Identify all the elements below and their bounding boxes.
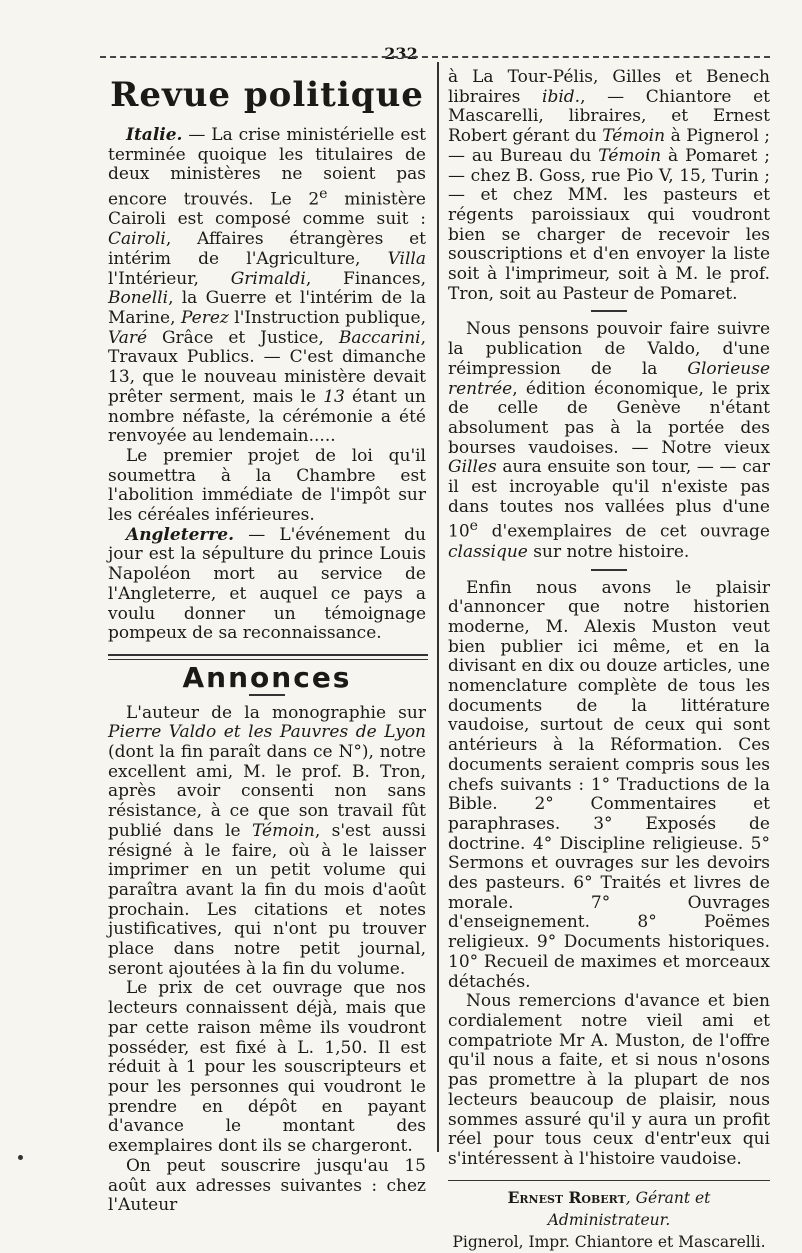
paragraph-reimpression: Nous pensons pouvoir faire suivre la publication de Valdo, d'une réimpression de la Glorieuse rentrée, édition économique, le prix de celle de Genève n'étant absolument pas à la portée des bourses vaudoises. — Notre vieux Gilles aura ensuite son tour, — — car il est incroyable qu'il n'existe pas dans toutes nos vallées plus d'une 10e d'exemplaires de cet ouvrage classique sur notre histoire. <box>448 319 770 562</box>
paragraph-angleterre: Angleterre. — L'événement du jour est la sépulture du prince Louis Napoléon mort au service de l'Angleterre, et auquel ce pays a voulu donner un témoignage pompeux de sa reconnaissance. <box>108 524 426 644</box>
right-column <box>448 68 770 1253</box>
paragraph-souscrire: On peut souscrire jusqu'au 15 août aux adresses suivantes : chez l'Auteur <box>108 1155 426 1216</box>
footer-divider <box>448 1180 770 1181</box>
footer-printer: Pignerol, Impr. Chiantore et Mascarelli. <box>452 1232 766 1251</box>
top-rule <box>100 56 770 58</box>
left-column <box>108 68 426 1216</box>
page-number: 232 <box>384 44 418 63</box>
paragraph-muston: Enfin nous avons le plaisir d'annoncer que notre historien moderne, M. Alexis Muston veut bien publier ici même, et en la divisant en dix ou douze articles, une nomenclature complète de tous les documents de la littérature vaudoise, surtout de ceux qui sont antérieurs à la Réformation. Ces documents seraient compris sous les chefs suivants : 1° Traductions de la Bible. 2° Commentaires et paraphrases. 3° Exposés de doctrine. 4° Discipline religieuse. 5° Sermons et ouvrages sur les devoirs des pasteurs. 6° Traités et livres de morale. 7° Ouvrages d'enseignement. 8° Poëmes religieux. 9° Documents historiques. 10° Recueil de maximes et morceaux détachés. <box>448 577 770 992</box>
short-divider <box>591 310 627 312</box>
short-divider <box>591 569 627 571</box>
paragraph-monographie: L'auteur de la monographie sur Pierre Valdo et les Pauvres de Lyon (dont la fin paraît dans ce N°), notre excellent ami, M. le prof. B. Tron, après avoir consenti non sans résistance, à ce que son travail fût publié dans le Témoin, s'est aussi résigné à le faire, où à le laisser imprimer en un petit volume qui paraîtra avant la fin du mois d'août prochain. Les citations et notes justificatives, qui n'ont pu trouver place dans notre petit journal, seront ajoutées à la fin du volume. <box>108 702 426 979</box>
short-divider <box>249 694 285 696</box>
section-divider <box>108 654 428 660</box>
footer-credit: Ernest Robert, Gérant et Administrateur. <box>507 1187 711 1229</box>
column-divider <box>437 62 439 1152</box>
section-title-annonces: Annonces <box>182 660 352 694</box>
paragraph-impot: Le premier projet de loi qu'il soumettra à la Chambre est l'abolition immédiate de l'impôt sur les céréales inférieures. <box>108 445 426 526</box>
margin-mark <box>18 1155 23 1160</box>
paragraph-italie: Italie. — La crise ministérielle est terminée quoique les titulaires de deux ministères ne soient pas encore trouvés. Le 2e ministère Cairoli est composé comme suit : Cairoli, Affaires étrangères et intérim de l'Agriculture, Villa l'Intérieur, Grimaldi, Finances, Bonelli, la Guerre et l'intérim de la Marine, Perez l'Instruction publique, Varé Grâce et Justice, Baccarini, Travaux Publics. — C'est dimanche 13, que le nouveau ministère devait prêter serment, mais le 13 étant un nombre néfaste, la cérémonie a été renvoyée au lendemain..... <box>108 125 426 447</box>
paragraph-remerciements: Nous remercions d'avance et bien cordialement notre vieil ami et compatriote Mr A. Muston, de l'offre qu'il nous a faite, et si nous n'osons pas promettre à la plupart de nos lecteurs beaucoup de plaisir, nous sommes assuré qu'il y aura un profit réel pour tous ceux d'entr'eux qui s'intéressent à l'histoire vaudoise. <box>448 991 770 1169</box>
paragraph-prix: Le prix de cet ouvrage que nos lecteurs connaissent déjà, mais que par cette raison même ils voudront posséder, est fixé à L. 1,50. Il est réduit à 1 pour les souscripteurs et pour les personnes qui voudront le prendre en dépôt en payant d'avance le montant des exemplaires dont ils se chargeront. <box>108 978 426 1157</box>
section-title-revue-politique: Revue politique <box>110 75 424 115</box>
paragraph-adresses: à La Tour-Pélis, Gilles et Benech libraires ibid., — Chiantore et Mascarelli, libraires, et Ernest Robert gérant du Témoin à Pignerol ; — au Bureau du Témoin à Pomaret ; — chez B. Goss, rue Pio V, 15, Turin ; — et chez MM. les pasteurs et régents paroissiaux qui voudront bien se charger de recevoir les souscriptions et d'en envoyer la liste soit à l'imprimeur, soit à M. le prof. Tron, soit au Pasteur de Pomaret. <box>448 67 770 304</box>
